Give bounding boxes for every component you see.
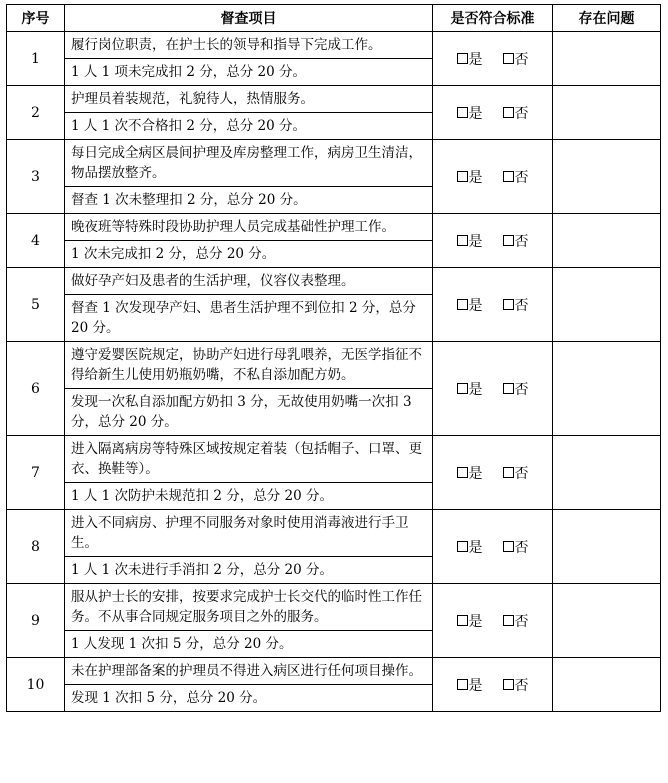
option-no-label: 否 [514, 51, 529, 68]
option-no[interactable] [503, 167, 529, 187]
compliance-options [433, 658, 553, 712]
header-standard: 是否符合标准 [433, 5, 553, 32]
compliance-options [433, 214, 553, 268]
checkbox-icon[interactable] [503, 679, 514, 690]
issue-cell[interactable] [553, 436, 661, 510]
row-number: 1 [7, 32, 65, 86]
option-yes[interactable] [457, 49, 483, 69]
inspection-item: 护理员着装规范，礼貌待人，热情服务。 [65, 86, 433, 113]
checkbox-icon[interactable] [503, 171, 514, 182]
compliance-options [433, 268, 553, 342]
checkbox-icon[interactable] [503, 615, 514, 626]
row-number: 7 [7, 436, 65, 510]
checkbox-icon[interactable] [503, 107, 514, 118]
option-no-label: 否 [514, 105, 529, 122]
deduction-rule: 1 人 1 次未进行手消扣 2 分，总分 20 分。 [65, 557, 433, 584]
issue-cell[interactable] [553, 342, 661, 436]
checkbox-icon[interactable] [457, 383, 468, 394]
option-yes-label: 是 [468, 465, 483, 482]
option-yes[interactable] [457, 295, 483, 315]
row-number: 8 [7, 510, 65, 584]
issue-cell[interactable] [553, 584, 661, 658]
option-no[interactable] [503, 295, 529, 315]
deduction-rule: 1 人 1 次防护未规范扣 2 分，总分 20 分。 [65, 483, 433, 510]
row-number: 6 [7, 342, 65, 436]
inspection-item: 服从护士长的安排，按要求完成护士长交代的临时性工作任务。不从事合同规定服务项目之外的服务。 [65, 584, 433, 631]
option-no-label: 否 [514, 297, 529, 314]
table-row [7, 140, 661, 187]
header-row [7, 5, 661, 32]
compliance-options [433, 436, 553, 510]
checkbox-icon[interactable] [503, 383, 514, 394]
inspection-item: 未在护理部备案的护理员不得进入病区进行任何项目操作。 [65, 658, 433, 685]
checkbox-icon[interactable] [457, 235, 468, 246]
compliance-options [433, 510, 553, 584]
option-no-label: 否 [514, 539, 529, 556]
checkbox-icon[interactable] [503, 53, 514, 64]
checkbox-icon[interactable] [457, 299, 468, 310]
inspection-item: 进入隔离病房等特殊区域按规定着装（包括帽子、口罩、更衣、换鞋等）。 [65, 436, 433, 483]
table-row [7, 342, 661, 389]
table-row [7, 584, 661, 631]
option-no[interactable] [503, 49, 529, 69]
issue-cell[interactable] [553, 140, 661, 214]
option-yes-label: 是 [468, 233, 483, 250]
deduction-rule: 1 人 1 次不合格扣 2 分，总分 20 分。 [65, 113, 433, 140]
inspection-item: 履行岗位职责，在护士长的领导和指导下完成工作。 [65, 32, 433, 59]
deduction-rule: 督查 1 次发现孕产妇、患者生活护理不到位扣 2 分，总分 20 分。 [65, 295, 433, 342]
table-row [7, 32, 661, 59]
option-no-label: 否 [514, 233, 529, 250]
option-yes[interactable] [457, 463, 483, 483]
deduction-rule: 1 人 1 项未完成扣 2 分，总分 20 分。 [65, 59, 433, 86]
compliance-options [433, 584, 553, 658]
deduction-rule: 1 次未完成扣 2 分，总分 20 分。 [65, 241, 433, 268]
option-yes-label: 是 [468, 169, 483, 186]
checkbox-icon[interactable] [457, 615, 468, 626]
compliance-options [433, 342, 553, 436]
option-yes[interactable] [457, 231, 483, 251]
option-yes[interactable] [457, 379, 483, 399]
option-yes-label: 是 [468, 539, 483, 556]
option-yes-label: 是 [468, 381, 483, 398]
deduction-rule: 1 人发现 1 次扣 5 分，总分 20 分。 [65, 631, 433, 658]
issue-cell[interactable] [553, 86, 661, 140]
deduction-rule: 发现 1 次扣 5 分，总分 20 分。 [65, 685, 433, 712]
checkbox-icon[interactable] [503, 467, 514, 478]
table-row [7, 214, 661, 241]
option-no[interactable] [503, 537, 529, 557]
option-no-label: 否 [514, 465, 529, 482]
option-yes-label: 是 [468, 677, 483, 694]
table-row [7, 268, 661, 295]
option-no-label: 否 [514, 169, 529, 186]
option-no[interactable] [503, 463, 529, 483]
table-row [7, 436, 661, 483]
checkbox-icon[interactable] [457, 467, 468, 478]
inspection-item: 进入不同病房、护理不同服务对象时使用消毒液进行手卫生。 [65, 510, 433, 557]
compliance-options [433, 86, 553, 140]
table-row [7, 658, 661, 685]
checkbox-icon[interactable] [457, 679, 468, 690]
checkbox-icon[interactable] [457, 171, 468, 182]
row-number: 4 [7, 214, 65, 268]
checkbox-icon[interactable] [503, 299, 514, 310]
option-no[interactable] [503, 103, 529, 123]
row-number: 9 [7, 584, 65, 658]
compliance-options [433, 140, 553, 214]
option-yes[interactable] [457, 675, 483, 695]
issue-cell[interactable] [553, 658, 661, 712]
checkbox-icon[interactable] [457, 53, 468, 64]
compliance-options [433, 32, 553, 86]
checkbox-icon[interactable] [457, 541, 468, 552]
option-yes[interactable] [457, 167, 483, 187]
inspection-item: 遵守爱婴医院规定，协助产妇进行母乳喂养，无医学指征不得给新生儿使用奶瓶奶嘴，不私自添加配方奶。 [65, 342, 433, 389]
deduction-rule: 督查 1 次未整理扣 2 分，总分 20 分。 [65, 187, 433, 214]
row-number: 2 [7, 86, 65, 140]
table-row [7, 86, 661, 113]
header-no: 序号 [7, 5, 65, 32]
header-issue: 存在问题 [553, 5, 661, 32]
option-yes-label: 是 [468, 297, 483, 314]
option-yes-label: 是 [468, 51, 483, 68]
issue-cell[interactable] [553, 214, 661, 268]
row-number: 3 [7, 140, 65, 214]
checkbox-icon[interactable] [457, 107, 468, 118]
option-yes-label: 是 [468, 613, 483, 630]
inspection-item: 做好孕产妇及患者的生活护理，仪容仪表整理。 [65, 268, 433, 295]
option-no-label: 否 [514, 381, 529, 398]
header-item: 督查项目 [65, 5, 433, 32]
issue-cell[interactable] [553, 268, 661, 342]
option-no[interactable] [503, 675, 529, 695]
issue-cell[interactable] [553, 32, 661, 86]
inspection-table [6, 4, 661, 712]
option-yes-label: 是 [468, 105, 483, 122]
option-no-label: 否 [514, 677, 529, 694]
option-no-label: 否 [514, 613, 529, 630]
row-number: 10 [7, 658, 65, 712]
option-yes[interactable] [457, 537, 483, 557]
issue-cell[interactable] [553, 510, 661, 584]
inspection-item: 晚夜班等特殊时段协助护理人员完成基础性护理工作。 [65, 214, 433, 241]
checkbox-icon[interactable] [503, 541, 514, 552]
option-yes[interactable] [457, 103, 483, 123]
row-number: 5 [7, 268, 65, 342]
option-yes[interactable] [457, 611, 483, 631]
inspection-item: 每日完成全病区晨间护理及库房整理工作，病房卫生清洁，物品摆放整齐。 [65, 140, 433, 187]
option-no[interactable] [503, 611, 529, 631]
table-row [7, 510, 661, 557]
option-no[interactable] [503, 379, 529, 399]
checkbox-icon[interactable] [503, 235, 514, 246]
deduction-rule: 发现一次私自添加配方奶扣 3 分，无故使用奶嘴一次扣 3 分，总分 20 分。 [65, 389, 433, 436]
option-no[interactable] [503, 231, 529, 251]
